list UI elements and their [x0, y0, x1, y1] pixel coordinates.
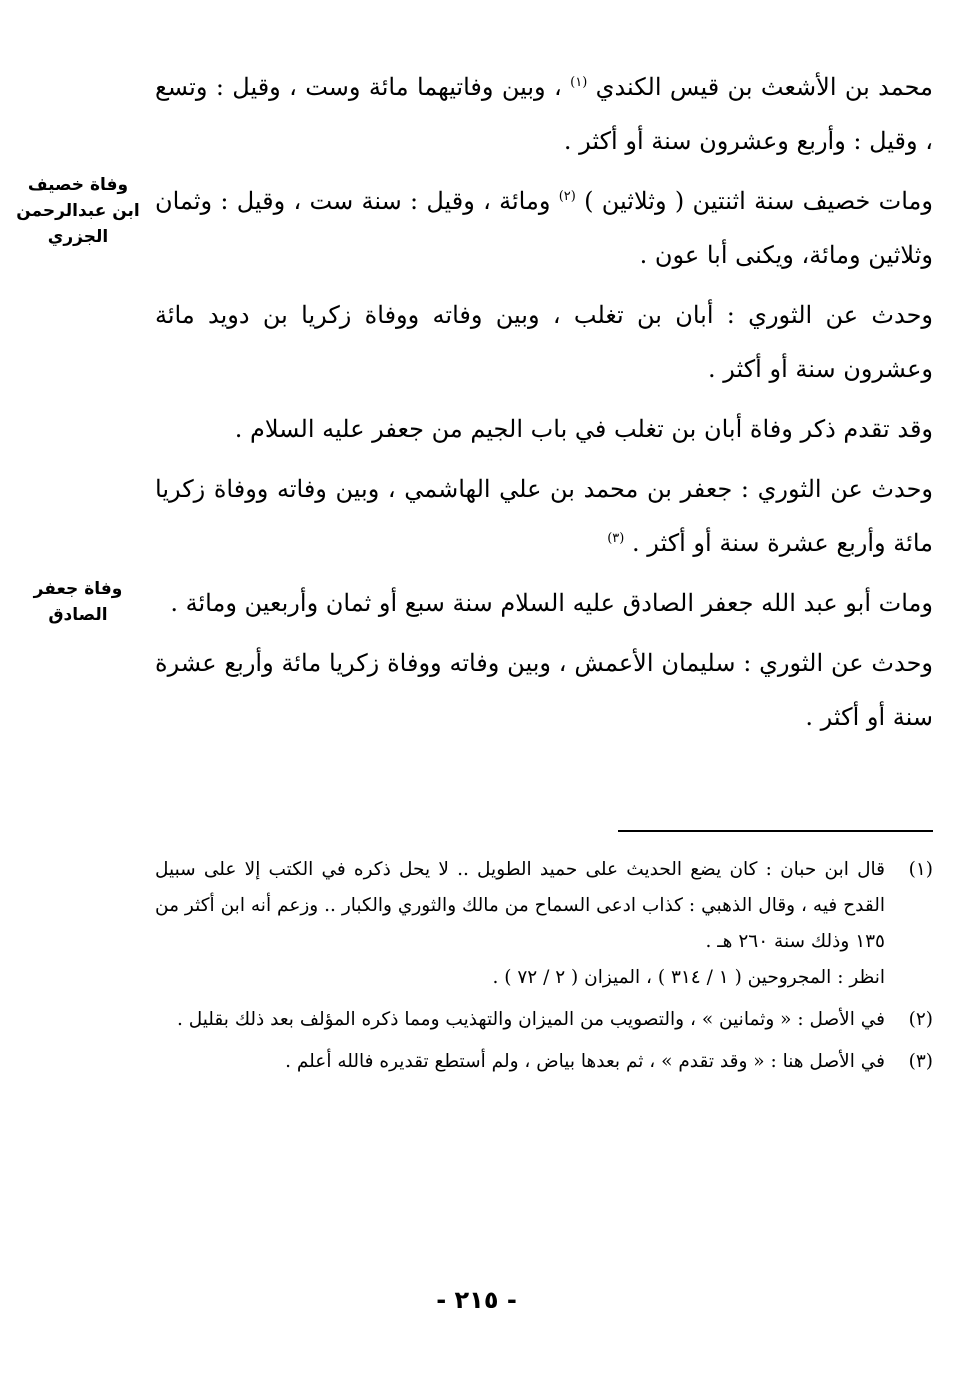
paragraph-2-text-a: ومات خصيف سنة اثنتين ( وثلاثين ) [584, 187, 933, 215]
page-number: - ٢١٥ - [436, 1286, 517, 1314]
paragraph-7: وحدث عن الثوري : سليمان الأعمش ، وبين وفاته ووفاة زكريا مائة وأربع عشرة سنة أو أكثر . [155, 649, 933, 731]
paragraph-1-text-a: محمد بن الأشعث بن قيس الكندي [595, 73, 933, 101]
paragraph-5-text: وحدث عن الثوري : جعفر بن محمد بن علي الهاشمي ، وبين وفاته ووفاة زكريا مائة وأربع عشرة سنة أو أكثر . [155, 475, 933, 557]
side-note-khusaif-death [8, 172, 148, 250]
footnote-body [155, 1002, 885, 1038]
footnote-ref-1: (١) [570, 75, 588, 90]
footnote-divider [618, 830, 933, 832]
footnote-1 [155, 852, 933, 996]
side-note-jafar-death [8, 576, 148, 628]
footnote-ref-3: (٣) [607, 531, 625, 546]
side-note-line: ابن عبدالرحمن [16, 201, 140, 221]
side-note-line: الصادق [48, 605, 108, 625]
paragraph-5 [155, 462, 933, 570]
side-note-line: الجزري [47, 227, 109, 247]
side-note-line: وفاة جعفر [33, 579, 123, 599]
footnote-number: (٣) [908, 1051, 933, 1072]
footnote-line: في الأصل : « وثمانين » ، والتصويب من الميزان والتهذيب ومما ذكره المؤلف بعد ذلك بقليل . [176, 1009, 885, 1030]
paragraph-2 [155, 174, 933, 282]
footnote-number: (١) [908, 859, 933, 880]
paragraph-4: وقد تقدم ذكر وفاة أبان بن تغلب في باب الجيم من جعفر عليه السلام . [234, 415, 933, 443]
footnote-line: في الأصل هنا : « وقد تقدم » ، ثم بعدها بياض ، ولم أستطع تقديره فالله أعلم . [285, 1051, 885, 1072]
footnote-line: قال ابن حبان : كان يضع الحديث على حميد الطويل .. لا يحل ذكره في الكتب إلا على سبيل القدح فيه ، وقال الذهبي : كذاب ادعى السماح من مالك والثوري والكبار .. وزعم أنه ابن أكثر من ١٣٥ وذلك سنة ٢٦٠ هـ . [155, 859, 885, 952]
footnotes [155, 852, 933, 1086]
paragraph-6: ومات أبو عبد الله جعفر الصادق عليه السلام سنة سبع أو ثمان وأربعين ومائة . [170, 589, 933, 617]
footnote-2 [155, 1002, 933, 1038]
footnote-number: (٢) [908, 1009, 933, 1030]
footnote-body [155, 852, 885, 996]
main-text [155, 60, 933, 750]
footnote-line: انظر : المجروحين ( ١ / ٣١٤ ) ، الميزان ( ٢ / ٧٢ ) . [492, 967, 885, 988]
footnote-ref-2: (٢) [558, 189, 576, 204]
paragraph-2-text-b: ومائة ، وقيل : سنة ست ، وقيل : وثمان وثلاثين ومائة، ويكنى أبا عون . [155, 187, 933, 269]
side-note-line: وفاة خصيف [27, 175, 129, 195]
paragraph-1-text-b: ، وبين وفاتيهما مائة وست ، وقيل : وتسع ، وقيل : وأربع وعشرون سنة أو أكثر . [155, 73, 933, 155]
footnote-3 [155, 1044, 933, 1080]
paragraph-1 [155, 60, 933, 168]
footnote-body [155, 1044, 885, 1080]
paragraph-3: وحدث عن الثوري : أبان بن تغلب ، وبين وفاته ووفاة زكريا بن دويد مائة وعشرون سنة أو أكثر . [155, 301, 933, 383]
